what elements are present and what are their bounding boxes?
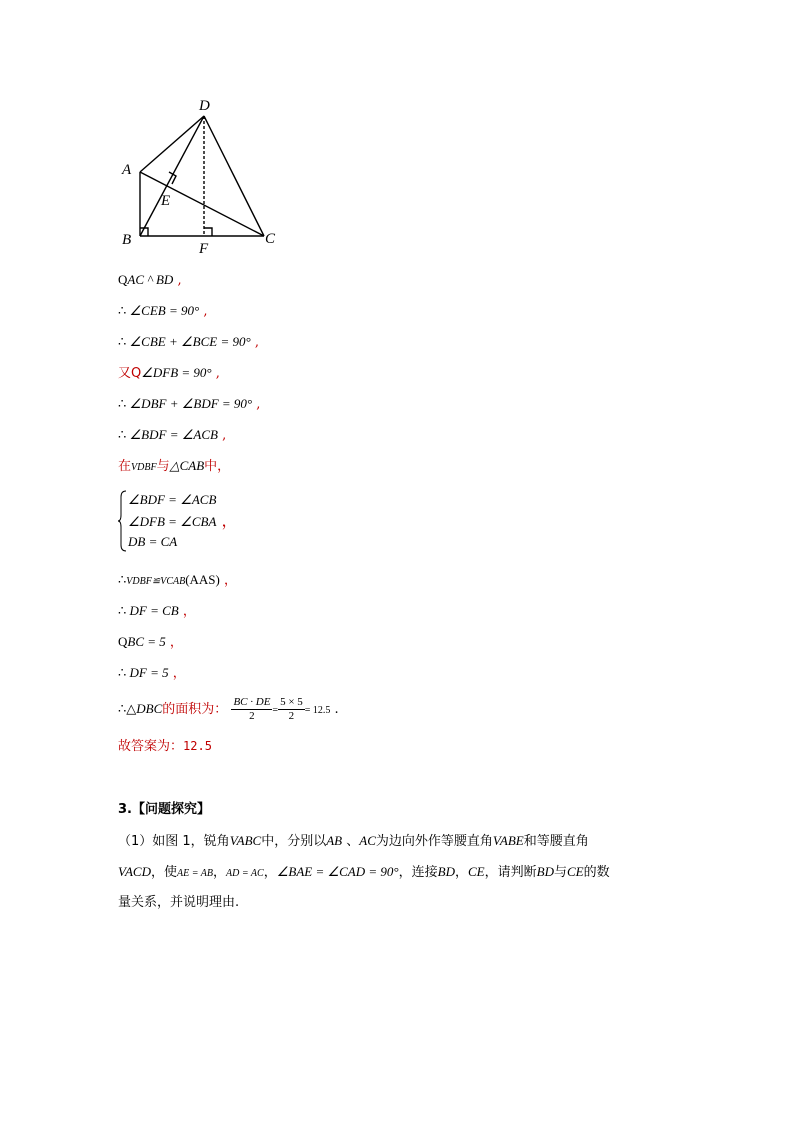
proof-line-1: QAC ^ BD ,: [118, 272, 182, 288]
left-brace: [118, 489, 128, 553]
proof-line-10: QBC = 5 ，: [118, 634, 183, 650]
label-d: D: [199, 98, 210, 114]
proof-line-2: ∴ ∠CEB = 90° ,: [118, 303, 208, 319]
geometry-figure: [110, 92, 310, 260]
proof-line-4: 又Q∠DFB = 90° ,: [118, 365, 220, 381]
proof-line-5: ∴ ∠DBF + ∠BDF = 90° ,: [118, 396, 261, 412]
proof-line-7: 在VDBF与△CAB中，: [118, 458, 231, 474]
question-3-line-3: 量关系，并说明理由.: [118, 895, 240, 910]
condition-3: DB = CA: [128, 534, 178, 549]
right-angle-e: [169, 172, 176, 184]
proof-line-9: ∴ DF = CB ，: [118, 603, 196, 619]
fraction-1: $\frac{BC \cdot DE}{2}$: [233, 696, 271, 722]
proof-line-8: ∴VDBF≌VCAB(AAS) ，: [118, 572, 238, 588]
label-b: B: [122, 232, 132, 248]
question-3-heading: 3.【问题探究】: [118, 802, 210, 817]
condition-1: ∠BDF = ∠ACB: [128, 492, 217, 507]
segment-bd: [140, 116, 204, 236]
proof-line-6: ∴ ∠BDF = ∠ACB ,: [118, 427, 227, 443]
label-c: C: [265, 231, 276, 247]
segment-ac: [140, 172, 264, 236]
label-f: F: [199, 241, 209, 257]
condition-2: ∠DFB = ∠CBA ，: [128, 511, 238, 530]
proof-line-12: ∴△DBC的面积为： $\frac{BC \cdot DE}{2}$ = $\frac{5 \times 5}{2}$ = 12.5 .: [118, 696, 339, 722]
label-a: A: [122, 162, 132, 178]
fraction-2: $\frac{5 \times 5}{2}$: [280, 696, 303, 722]
right-angle-f: [204, 228, 212, 236]
question-3-line-1: （1）如图 1，锐角VABC中，分别以AB 、AC为边向外作等腰直角VABE和等腰直角: [118, 833, 589, 849]
proof-line-11: ∴ DF = 5 ，: [118, 665, 186, 681]
question-3-line-2: VACD，使AE = AB，AD = AC，∠BAE = ∠CAD = 90°，连接BD，CE，请判断BD与CE的数: [118, 864, 610, 880]
segment-ad: [140, 116, 204, 172]
triangle-diagram: [110, 92, 310, 260]
proof-line-3: ∴ ∠CBE + ∠BCE = 90° ,: [118, 334, 259, 350]
label-e: E: [161, 193, 171, 209]
segment-dc: [204, 116, 264, 236]
answer-line: 故答案为：12.5: [118, 739, 212, 754]
